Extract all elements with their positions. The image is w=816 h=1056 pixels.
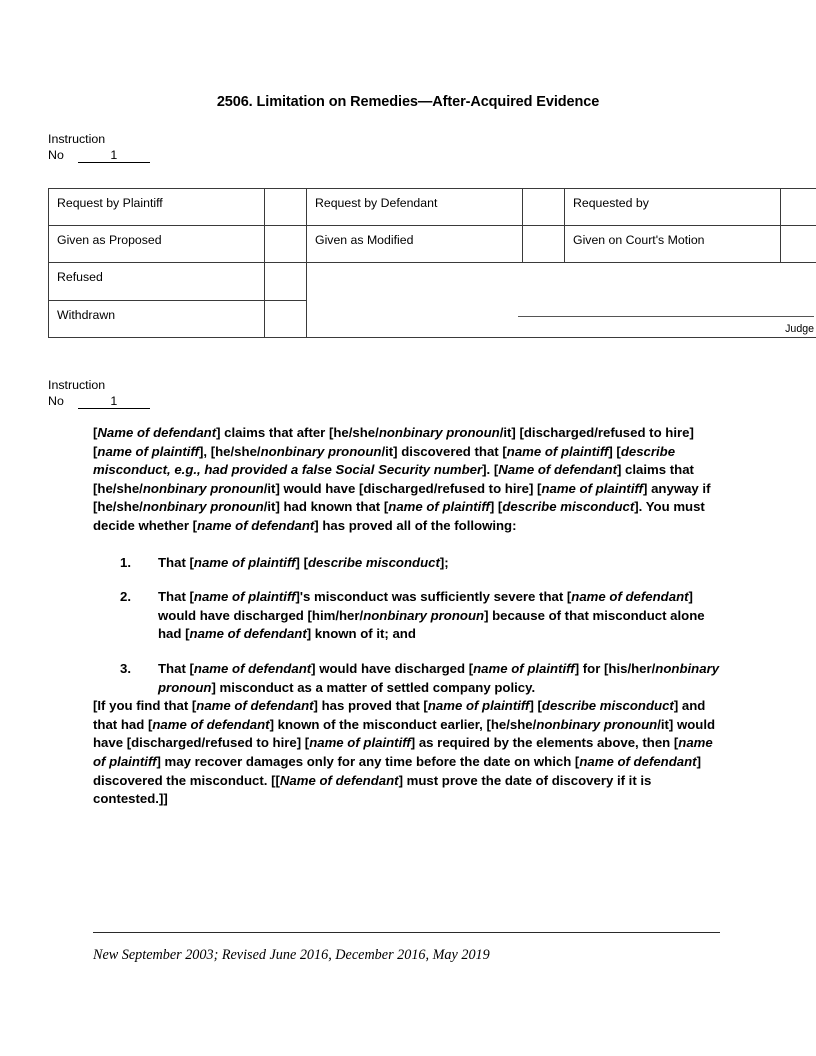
closing-paragraph: [If you find that [name of defendant] has proved that [name of plaintiff] [describe misconduct] and that had [name of defendant] known of the misconduct earlier, [he/she/nonbinary pronoun/it] would have [discharged/refused to hire] [name of plaintiff] as required by the elements above, then [name of plaintiff] may recover damages only for any time before the date on which [name of defendant] discovered the misconduct. [[Name of defendant] must prove the date of discovery if it is contested.]] bbox=[93, 698, 716, 807]
page-title: 2506. Limitation on Remedies—After-Acquired Evidence bbox=[216, 94, 600, 110]
cell-requested-by: Requested by bbox=[565, 189, 781, 226]
list-item-text: That [name of plaintiff] [describe misconduct]; bbox=[158, 554, 449, 570]
checkbox-withdrawn[interactable] bbox=[265, 300, 307, 338]
list-item bbox=[93, 660, 720, 697]
table-row bbox=[49, 263, 816, 301]
instruction-label-1: Instruction bbox=[48, 132, 106, 146]
cell-request-by-defendant: Request by Defendant bbox=[307, 189, 523, 226]
cell-request-by-plaintiff: Request by Plaintiff bbox=[49, 189, 265, 226]
list-item-number: 2. bbox=[120, 589, 131, 605]
checkbox-given-as-modified[interactable] bbox=[523, 226, 565, 263]
checkbox-request-by-defendant[interactable] bbox=[523, 189, 565, 226]
cell-refused: Refused bbox=[49, 263, 265, 301]
checkbox-request-by-plaintiff[interactable] bbox=[265, 189, 307, 226]
instruction-number-field-1[interactable]: 1 bbox=[78, 148, 150, 163]
instruction-number-field-2[interactable]: 1 bbox=[78, 394, 150, 409]
signature-area bbox=[307, 263, 816, 337]
list-item-text: That [name of defendant] would have discharged [name of plaintiff] for [his/her/nonbinary pronoun] misconduct as a matter of settled company policy. bbox=[158, 660, 720, 695]
revision-history: New September 2003; Revised June 2016, December 2016, May 2019 bbox=[93, 947, 490, 963]
cell-given-as-modified: Given as Modified bbox=[307, 226, 523, 263]
judge-signature-label: Judge bbox=[785, 323, 814, 335]
list-item bbox=[93, 554, 720, 573]
footer-divider bbox=[93, 932, 720, 933]
judge-signature-line[interactable] bbox=[518, 316, 814, 317]
disposition-table bbox=[48, 188, 816, 338]
instruction-number-block-1 bbox=[48, 132, 150, 163]
instruction-no-label-2: No bbox=[48, 393, 64, 408]
instruction-no-label-1: No bbox=[48, 147, 64, 162]
checkbox-given-as-proposed[interactable] bbox=[265, 226, 307, 263]
table-row bbox=[49, 189, 816, 226]
table-row bbox=[49, 226, 816, 263]
elements-list bbox=[93, 554, 720, 698]
signature-cell bbox=[307, 263, 816, 338]
list-item-text: That [name of plaintiff]'s misconduct was sufficiently severe that [name of defendant] would have discharged [him/her/nonbinary pronoun] because of that misconduct alone had [name of defendant] known of it; and bbox=[158, 589, 705, 642]
lead-paragraph: [Name of defendant] claims that after [he/she/nonbinary pronoun/it] [discharged/refused to hire] [name of plaintiff], [he/she/nonbinary pronoun/it] discovered that [name of plaintiff] [describe misconduct, e.g., had provided a false Social Security number]. [Name of defendant] claims that [he/she/nonbinary pronoun/it] would have [discharged/refused to hire] [name of plaintiff] anyway if [he/she/nonbinary pronoun/it] had known that [name of plaintiff] [describe misconduct]. You must decide whether [name of defendant] has proved all of the following: bbox=[93, 425, 711, 533]
list-item bbox=[93, 588, 720, 644]
checkbox-refused[interactable] bbox=[265, 263, 307, 301]
cell-given-on-courts-motion: Given on Court's Motion bbox=[565, 226, 781, 263]
checkbox-given-on-courts-motion[interactable] bbox=[781, 226, 816, 263]
instruction-body bbox=[93, 424, 720, 809]
instruction-label-2: Instruction bbox=[48, 378, 106, 392]
instruction-number-block-2 bbox=[48, 378, 150, 409]
checkbox-requested-by[interactable] bbox=[781, 189, 816, 226]
cell-withdrawn: Withdrawn bbox=[49, 300, 265, 338]
list-item-number: 1. bbox=[120, 554, 131, 570]
cell-given-as-proposed: Given as Proposed bbox=[49, 226, 265, 263]
list-item-number: 3. bbox=[120, 660, 131, 676]
